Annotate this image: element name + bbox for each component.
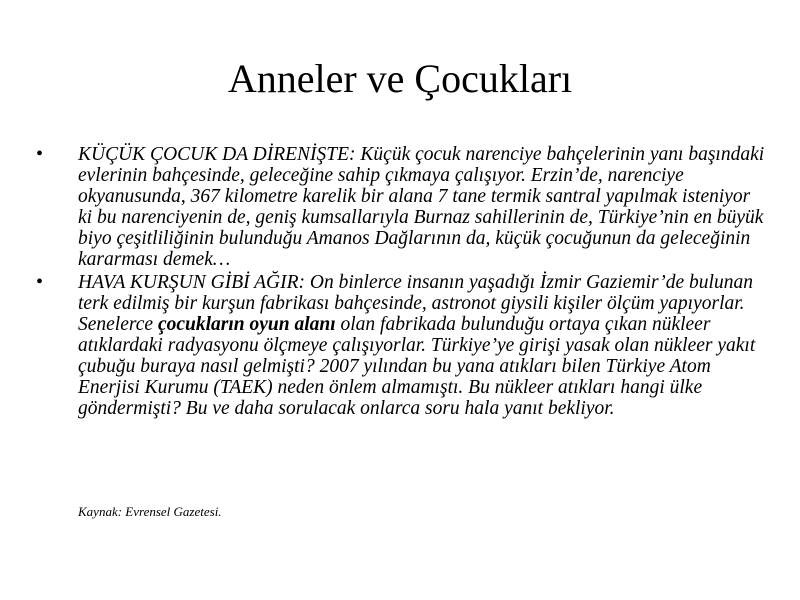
bullet-text-highlight: çocukların oyun alanı — [157, 314, 336, 335]
bullet-text-before: HAVA KURŞUN GİBİ AĞIR: On binlerce insanın yaşadığı İzmir Gaziemir’de bulunan terk edilmiş bir kurşun fabrikası bahçesinde, astronot giysili kişiler ölçüm yapıyorlar. Senelerce — [78, 272, 753, 335]
bullet-item-hava-kursun — [36, 272, 766, 419]
bullet-item-kucuk-cocuk — [36, 144, 766, 270]
source-note: Kaynak: Evrensel Gazetesi. — [78, 504, 222, 519]
bullet-icon: • — [36, 271, 44, 293]
bullet-list — [36, 144, 766, 421]
bullet-text: KÜÇÜK ÇOCUK DA DİRENİŞTE: Küçük çocuk narenciye bahçelerinin yanı başındaki evlerinin bahçesinde, geleceğine sahip çıkmaya çalışıyor. Erzin’de, narenciye okyanusunda, 367 kilometre karelik bir alana 7 tane termik santral yapılmak isteniyor ki bu narenciyenin de, geniş kumsallarıyla Burnaz sahillerinin de, Türkiye’nin en büyük biyo çeşitliliğinin bulunduğu Amanos Dağlarının da, küçük çocuğunun da geleceğinin kararması demek… — [78, 144, 765, 270]
bullet-icon: • — [36, 143, 44, 165]
bullet-text-after: olan fabrikada bulunduğu ortaya çıkan nükleer atıklardaki radyasyonu ölçmeye çalışıyorlar. Türkiye’ye girişi yasak olan nükleer yakıt çubuğu buraya nasıl gelmişti? 2007 yılından bu yana atıkları bilen Türkiye Atom Enerjisi Kurumu (TAEK) neden önlem almamıştı. Bu nükleer atıkları hangi ülke göndermişti? Bu ve daha sorulacak onlarca soru hala yanıt bekliyor. — [78, 314, 756, 419]
slide-title: Anneler ve Çocukları — [227, 56, 573, 101]
